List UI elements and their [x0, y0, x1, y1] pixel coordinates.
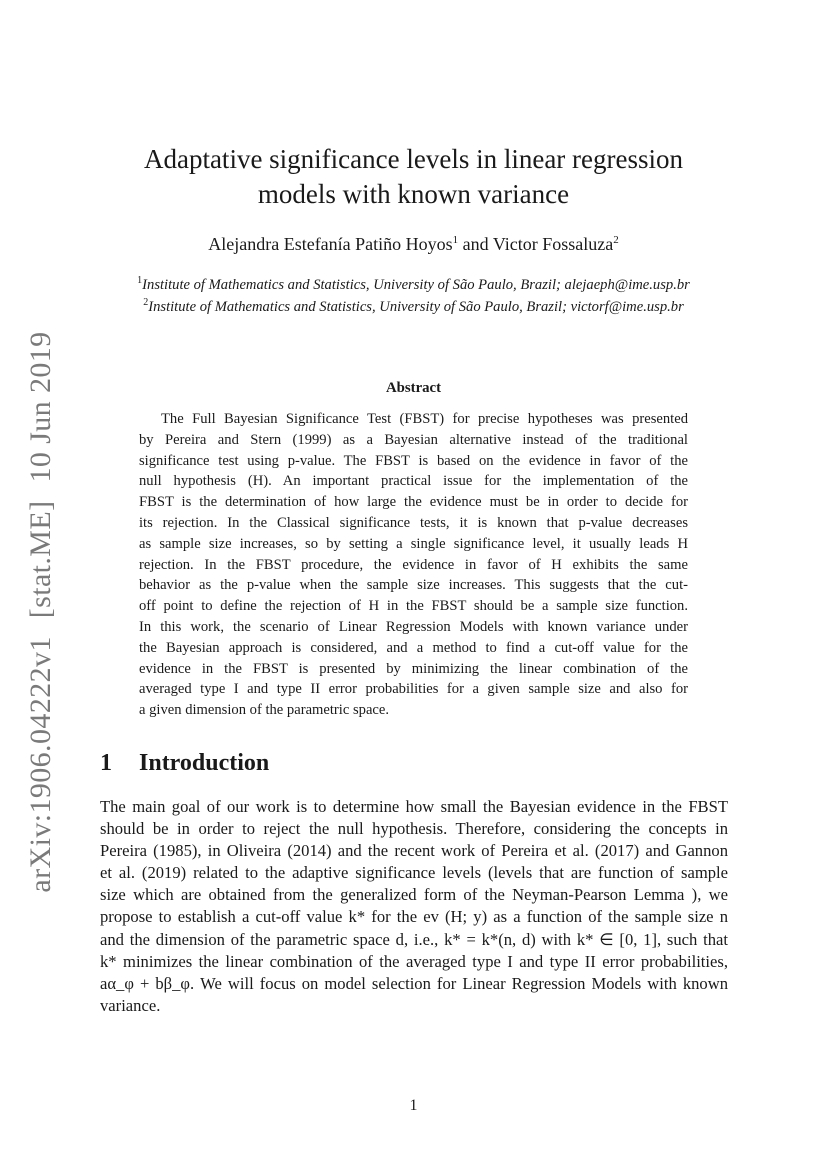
body-line: k* minimizes the linear combination of the averaged type I and type II error probabilities,: [100, 951, 728, 971]
abstract-line: FBST is the determination of how large the evidence must be in order to decide for: [139, 494, 688, 511]
abstract-line: null hypothesis (H). An important practical issue for the implementation of the: [139, 473, 688, 490]
affiliation-1: [90, 277, 737, 294]
body-line: et al. (2019) related to the adaptive significance levels (levels that are function of sample: [100, 863, 728, 883]
body-line: propose to establish a cut-off value k* for the ev (H; y) as a function of the sample size n: [100, 907, 728, 927]
body-line: size which are obtained from the generalized form of the Neyman-Pearson Lemma ), we: [100, 885, 728, 905]
body-line: aα_φ + bβ_φ. We will focus on model selection for Linear Regression Models with known: [100, 973, 728, 993]
body-line: and the dimension of the parametric space d, i.e., k* = k*(n, d) with k* ∈ [0, 1], such that: [100, 929, 728, 949]
abstract-line: the Bayesian approach is considered, and a method to find a cut-off value for the: [139, 639, 688, 656]
author-2-affiliation-mark: 2: [613, 234, 619, 246]
introduction-paragraph: [100, 796, 728, 1017]
abstract-line: a given dimension of the parametric space.: [139, 702, 390, 719]
abstract-line: In this work, the scenario of Linear Regression Models with known variance under: [139, 618, 688, 635]
affiliation-1-text: Institute of Mathematics and Statistics, University of São Paulo, Brazil; alejaeph@ime.usp.br: [142, 277, 690, 293]
arxiv-id: arXiv:1906.04222v1: [24, 636, 57, 893]
arxiv-stamp-text: [24, 331, 58, 892]
body-line: Pereira (1985), in Oliveira (2014) and the recent work of Pereira et al. (2017) and Gannon: [100, 841, 728, 861]
section-title: Introduction: [139, 750, 270, 776]
section-number: 1: [100, 750, 112, 776]
arxiv-date: 10 Jun 2019: [24, 331, 57, 483]
abstract-line: significance test using p-value. The FBST is based on the evidence in favor of the: [139, 452, 688, 469]
abstract-line: behavior as the p-value when the sample size increases. This suggests that the cut-: [139, 577, 688, 594]
abstract-line: evidence in the FBST is presented by minimizing the linear combination of the: [139, 660, 688, 677]
body-line: The main goal of our work is to determine how small the Bayesian evidence in the FBST: [100, 797, 728, 816]
abstract-line: by Pereira and Stern (1999) as a Bayesian alternative instead of the traditional: [139, 431, 688, 448]
page-number: 1: [409, 1097, 418, 1114]
author-list: [100, 234, 727, 255]
abstract-line: rejection. In the FBST procedure, the evidence in favor of H exhibits the same: [139, 556, 688, 573]
title-line-2: models with known variance: [257, 179, 570, 209]
affiliation-2-text: Institute of Mathematics and Statistics, University of São Paulo, Brazil; victorf@ime.usp.br: [148, 299, 684, 315]
abstract-line: off point to define the rejection of H in the FBST should be a sample size function.: [139, 598, 688, 615]
body-line: should be in order to reject the null hypothesis. Therefore, considering the concepts in: [100, 819, 728, 839]
abstract-line: The Full Bayesian Significance Test (FBST) for precise hypotheses was presented: [161, 411, 688, 427]
affiliation-1-mark: 1: [137, 275, 143, 287]
abstract-line: as sample size increases, so by setting a single significance level, it usually leads H: [139, 535, 688, 552]
arxiv-category: [stat.ME]: [24, 500, 57, 619]
abstract-line: its rejection. In the Classical significance tests, it is known that p-value decreases: [139, 514, 688, 531]
arxiv-sidebar-stamp: [19, 331, 63, 893]
author-conjunction: and: [458, 234, 493, 254]
author-2: Victor Fossaluza: [492, 234, 614, 254]
body-line: variance.: [100, 995, 161, 1015]
paper-title: [100, 142, 727, 212]
author-1-affiliation-mark: 1: [452, 234, 459, 246]
affiliation-2: [90, 299, 737, 316]
section-heading-introduction: [100, 750, 727, 777]
affiliation-2-mark: 2: [143, 297, 149, 309]
title-line-1: Adaptative significance levels in linear regression: [143, 144, 684, 174]
author-1: Alejandra Estefanía Patiño Hoyos: [208, 234, 453, 254]
abstract-line: averaged type I and type II error probabilities for a given sample size and also for: [139, 681, 688, 698]
abstract-heading: Abstract: [385, 380, 442, 396]
abstract-body: [139, 409, 688, 721]
